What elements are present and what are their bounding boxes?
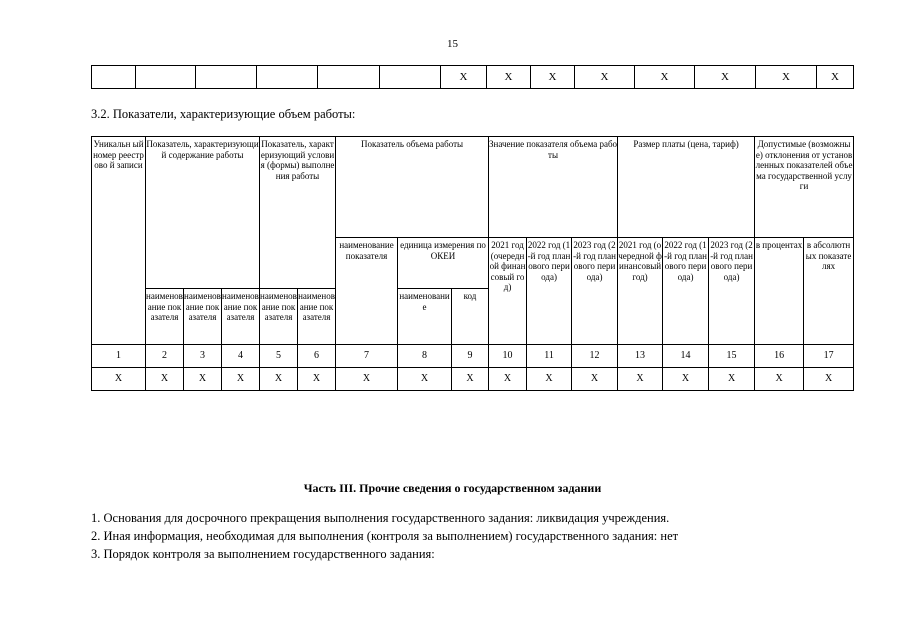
table-cell: X bbox=[489, 368, 527, 391]
table-cell: X bbox=[260, 368, 298, 391]
header-year-2023: 2023 год (2-й год планового периода) bbox=[572, 238, 618, 345]
column-number: 2 bbox=[146, 345, 184, 368]
column-number: 12 bbox=[572, 345, 618, 368]
list-item: 2. Иная информация, необходимая для выполнения (контроля за выполнением) государственного задания: нет bbox=[91, 529, 679, 543]
header-unique-number: Уникальн ый номер реестрово й записи bbox=[92, 137, 146, 345]
page-number: 15 bbox=[447, 38, 458, 50]
table-cell bbox=[92, 66, 136, 89]
table-cell: X bbox=[298, 368, 336, 391]
table-cell: X bbox=[572, 368, 618, 391]
header-payment-2022: 2022 год (1-й год планового периода) bbox=[663, 238, 709, 345]
list-item: 1. Основания для досрочного прекращения выполнения государственного задания: ликвидация учреждения. bbox=[91, 511, 670, 525]
table-cell: X bbox=[441, 66, 487, 89]
table-cell: X bbox=[184, 368, 222, 391]
header-sub-name: наименование показателя bbox=[184, 289, 222, 345]
header-sub-name: наименование показателя bbox=[260, 289, 298, 345]
table-cell: X bbox=[527, 368, 572, 391]
header-volume-indicator: Показатель объема работы bbox=[336, 137, 489, 238]
table-cell bbox=[136, 66, 196, 89]
header-content-indicator: Показатель, характеризующий содержание работы bbox=[146, 137, 260, 289]
header-volume-value: Значение показателя объема работы bbox=[489, 137, 618, 238]
column-number: 5 bbox=[260, 345, 298, 368]
table-cell: X bbox=[709, 368, 755, 391]
table-cell: X bbox=[146, 368, 184, 391]
table-row bbox=[92, 368, 854, 391]
table-cell: X bbox=[817, 66, 854, 89]
table-cell: X bbox=[92, 368, 146, 391]
table-cell: X bbox=[575, 66, 635, 89]
column-number: 14 bbox=[663, 345, 709, 368]
column-number: 11 bbox=[527, 345, 572, 368]
header-payment-size: Размер платы (цена, тариф) bbox=[618, 137, 755, 238]
column-number: 9 bbox=[452, 345, 489, 368]
table-cell: X bbox=[695, 66, 756, 89]
column-number: 10 bbox=[489, 345, 527, 368]
column-number: 7 bbox=[336, 345, 398, 368]
list-item: 3. Порядок контроля за выполнением государственного задания: bbox=[91, 547, 435, 561]
header-indicator-name: наименование показателя bbox=[336, 238, 398, 345]
table-cell: X bbox=[487, 66, 531, 89]
header-sub-name: наименование показателя bbox=[146, 289, 184, 345]
work-volume-table bbox=[91, 136, 854, 391]
table-cell bbox=[196, 66, 257, 89]
column-number: 16 bbox=[755, 345, 804, 368]
column-number: 17 bbox=[804, 345, 854, 368]
table-cell: X bbox=[755, 368, 804, 391]
table-cell: X bbox=[663, 368, 709, 391]
table-cell: X bbox=[756, 66, 817, 89]
table-row bbox=[92, 66, 854, 89]
header-deviations: Допустимые (возможные) отклонения от установленных показателей объема государственной услуги bbox=[755, 137, 854, 238]
table-cell bbox=[318, 66, 380, 89]
table-cell bbox=[380, 66, 441, 89]
header-payment-2021: 2021 год (очередной финансовый год) bbox=[618, 238, 663, 345]
table-cell: X bbox=[804, 368, 854, 391]
header-sub-name: наименование показателя bbox=[298, 289, 336, 345]
table-cell bbox=[257, 66, 318, 89]
header-year-2021: 2021 год (очередной финансовый год) bbox=[489, 238, 527, 345]
header-percent: в процентах bbox=[755, 238, 804, 345]
section-title: 3.2. Показатели, характеризующие объем работы: bbox=[91, 107, 356, 121]
column-number: 13 bbox=[618, 345, 663, 368]
table-cell: X bbox=[618, 368, 663, 391]
header-condition-indicator: Показатель, характеризующий условия (формы) выполнения работы bbox=[260, 137, 336, 289]
column-number: 3 bbox=[184, 345, 222, 368]
table-cell: X bbox=[452, 368, 489, 391]
table-cell: X bbox=[531, 66, 575, 89]
header-sub-name: наименование показателя bbox=[222, 289, 260, 345]
table-cell: X bbox=[336, 368, 398, 391]
column-number: 1 bbox=[92, 345, 146, 368]
header-year-2022: 2022 год (1-й год планового периода) bbox=[527, 238, 572, 345]
part-title: Часть III. Прочие сведения о государственном задании bbox=[303, 481, 602, 495]
column-number: 6 bbox=[298, 345, 336, 368]
header-absolute: в абсолютных показателях bbox=[804, 238, 854, 345]
column-number: 8 bbox=[398, 345, 452, 368]
column-numbers-row bbox=[92, 345, 854, 368]
table-header-row bbox=[92, 137, 854, 238]
table-cell: X bbox=[222, 368, 260, 391]
header-unit-code: код bbox=[452, 289, 489, 345]
table-cell: X bbox=[635, 66, 695, 89]
top-continuation-table bbox=[91, 65, 854, 89]
header-unit-okei: единица измерения по ОКЕИ bbox=[398, 238, 489, 289]
column-number: 4 bbox=[222, 345, 260, 368]
table-cell: X bbox=[398, 368, 452, 391]
header-payment-2023: 2023 год (2-й год планового периода) bbox=[709, 238, 755, 345]
column-number: 15 bbox=[709, 345, 755, 368]
header-unit-name: наименование bbox=[398, 289, 452, 345]
